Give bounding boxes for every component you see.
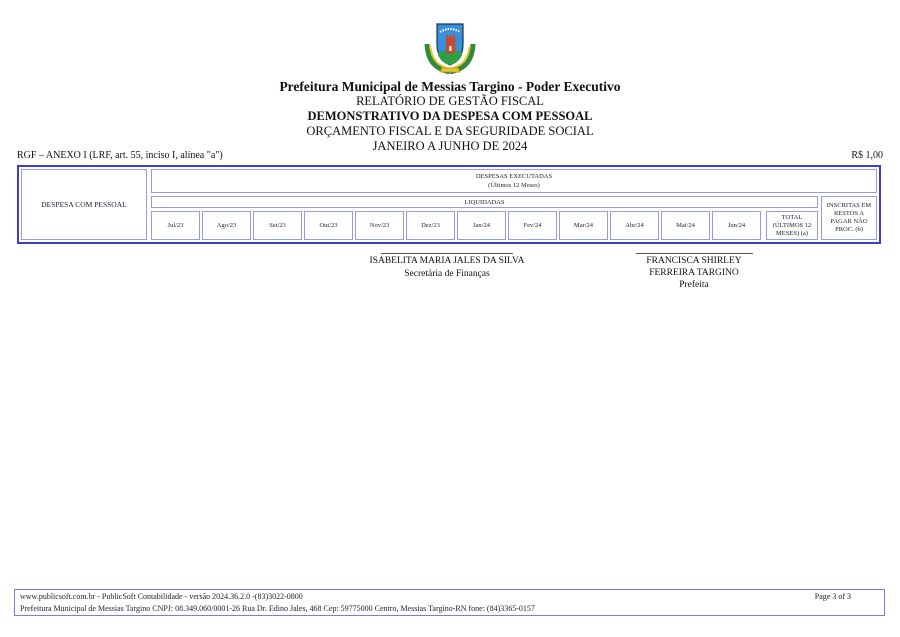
report-title: RELATÓRIO DE GESTÃO FISCAL xyxy=(356,94,544,108)
liquidated-header: LIQUIDADAS xyxy=(151,196,818,208)
page-number: Page 3 of 3 xyxy=(814,592,851,601)
signature-line xyxy=(636,253,753,254)
signatory-name: ISABELITA MARIA JALES DA SILVA xyxy=(369,256,525,266)
footer-entity-info: Prefeitura Municipal de Messias Targino CNPJ: 08.349.060/0001-26 Rua Dr. Edino Jales, 468 Cep: 59775000 Centro, Messias Targino-RN fone: (84)3365-0157 xyxy=(20,603,535,613)
expense-table xyxy=(17,165,881,244)
statement-title: DEMONSTRATIVO DA DESPESA COM PESSOAL xyxy=(307,109,593,123)
executed-subheader-line: (Últimos 12 Meses) xyxy=(488,182,540,189)
month-column-header: Dez/23 xyxy=(406,211,455,240)
meta-row xyxy=(17,150,883,162)
report-header xyxy=(0,79,900,154)
signature-block-prefeita xyxy=(629,253,759,291)
period-line: JANEIRO A JUNHO DE 2024 xyxy=(372,139,528,153)
signature-block-secretaria xyxy=(357,253,537,280)
annex-label: RGF – ANEXO I (LRF, art. 55, inciso I, alínea "a") xyxy=(17,150,223,161)
month-column-header: Out/23 xyxy=(304,211,353,240)
month-column-header: Mar/24 xyxy=(559,211,608,240)
signature-line xyxy=(381,253,513,254)
total-column-header: TOTAL (ÚLTIMOS 12 MESES) (a) xyxy=(766,211,818,240)
row-header-despesa-com-pessoal: DESPESA COM PESSOAL xyxy=(21,169,147,240)
footer-software-info: www.publicsoft.com.br - PublicSoft Contabilidade - versão 2024.36.2.0 -(83)3022-0800 xyxy=(20,592,303,601)
signatory-role: Prefeita xyxy=(679,280,709,290)
month-column-header: Abr/24 xyxy=(610,211,659,240)
month-column-header: Mai/24 xyxy=(661,211,710,240)
footer xyxy=(14,589,885,616)
month-column-header: Nov/23 xyxy=(355,211,404,240)
signatory-role: Secretária de Finanças xyxy=(404,268,490,279)
org-title: Prefeitura Municipal de Messias Targino - Poder Executivo xyxy=(279,79,621,94)
month-column-header: Set/23 xyxy=(253,211,302,240)
month-column-header: Ago/23 xyxy=(202,211,251,240)
executed-header-line: DESPESAS EXECUTADAS xyxy=(475,173,553,180)
month-column-header: Jun/24 xyxy=(712,211,761,240)
currency-unit-label: R$ 1,00 xyxy=(851,150,883,161)
month-column-header: Jan/24 xyxy=(457,211,506,240)
scope-line: ORÇAMENTO FISCAL E DA SEGURIDADE SOCIAL xyxy=(306,124,594,138)
month-column-header: Jul/23 xyxy=(151,211,200,240)
executed-expenses-header xyxy=(151,169,877,193)
month-column-header: Fev/24 xyxy=(508,211,557,240)
signatory-name: FRANCISCA SHIRLEY FERREIRA TARGINO xyxy=(646,256,742,278)
restos-a-pagar-column-header: INSCRITAS EM RESTOS A PAGAR NÃO PROC. (b) xyxy=(821,196,877,240)
coat-of-arms-icon xyxy=(423,22,477,74)
